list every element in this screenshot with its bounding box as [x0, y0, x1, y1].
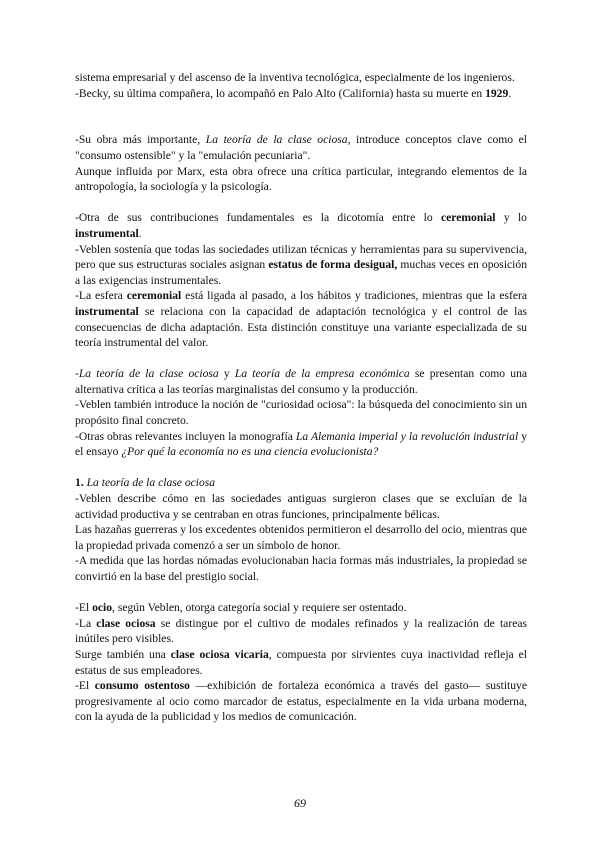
book-title: ¿Por qué la economía no es una ciencia evolucionista? — [121, 445, 379, 459]
book-title: -La teoría de la clase ociosa — [75, 367, 219, 381]
paragraph: Las hazañas guerreras y los excedentes obtenidos permitieron el desarrollo del ocio, mientras que la propiedad privada comenzó a ser un símbolo de honor. — [75, 523, 527, 552]
paragraph: -Veblen también introduce la noción de "curiosidad ociosa": la búsqueda del conocimiento sin un propósito final concreto. — [75, 398, 527, 428]
section-heading: 1. La teoría de la clase ociosa — [75, 476, 216, 490]
paragraph: -Otras obras relevantes incluyen la monografía La Alemania imperial y la revolución industrial y el ensayo ¿Por qué la economía no es una ciencia evolucionista? — [75, 429, 527, 459]
spacer — [75, 101, 527, 117]
book-title: La Alemania imperial y la revolución industrial — [295, 429, 519, 443]
page-number: 69 — [294, 796, 306, 810]
paragraph: Surge también una clase ociosa vicaria, compuesta por sirvientes cuya inactividad refleja el estatus de sus empleadores. — [75, 647, 527, 677]
paragraph: -El ocio, según Veblen, otorga categoría social y requiere ser ostentado. — [75, 601, 407, 615]
paragraph: -La clase ociosa se distingue por el cultivo de modales refinados y la realización de tareas inútiles pero visibles. — [75, 616, 527, 646]
bold-term: clase ociosa vicaria — [170, 647, 269, 661]
bold-term: estatus de forma desigual, — [268, 258, 398, 272]
bold-term: ceremonial — [440, 211, 496, 225]
bold-term: ceremonial — [126, 289, 182, 303]
bold-term: consumo ostentoso — [94, 679, 190, 693]
paragraph: Aunque influida por Marx, esta obra ofrece una crítica particular, integrando elementos de la antropología, la sociología y la psicología. — [75, 164, 527, 194]
paragraph: sistema empresarial y del ascenso de la inventiva tecnológica, especialmente de los ingenieros. — [75, 71, 515, 84]
paragraph: -Otra de sus contribuciones fundamentales es la dicotomía entre lo ceremonial y lo instrumental. — [75, 211, 527, 240]
bold-term: clase ociosa — [96, 616, 156, 630]
book-title: La teoría de la empresa económica — [234, 367, 410, 381]
paragraph: -Su obra más importante, La teoría de la clase ociosa, introduce conceptos clave como el "consumo ostensible" y la "emulación pecuniaria". — [75, 133, 528, 162]
bold-term: instrumental — [75, 226, 139, 240]
spacer — [75, 585, 527, 601]
paragraph: -Veblen sostenía que todas las sociedades utilizan técnicas y herramientas para su supervivencia, pero que sus estructuras sociales asignan estatus de forma desigual, muchas veces en oposición a las exigencias instrumentales. — [75, 242, 527, 287]
bold-term: ocio — [92, 601, 113, 615]
paragraph: -Veblen describe cómo en las sociedades antiguas surgieron clases que se excluían de la actividad productiva y se centraban en otras funciones, principalmente bélicas. — [75, 492, 527, 521]
paragraph: -A medida que las hordas nómadas evolucionaban hacia formas más industriales, la propiedad se convirtió en la base del prestigio social. — [75, 554, 527, 583]
paragraph: -La teoría de la clase ociosa y La teoría de la empresa económica se presentan como una alternativa crítica a las teorías marginalistas del consumo y la producción. — [75, 367, 528, 396]
paragraph: -El consumo ostentoso —exhibición de fortaleza económica a través del gasto— sustituye progresivamente al ocio como marcador de estatus, especialmente en la vida urbana moderna, con la ayuda de la publicidad y los medios de comunicación. — [75, 679, 527, 724]
spacer — [75, 117, 527, 133]
page-body — [75, 70, 527, 725]
spacer — [75, 351, 527, 367]
bold-term: instrumental — [75, 304, 139, 318]
spacer — [75, 460, 527, 476]
paragraph: -La esfera ceremonial está ligada al pasado, a los hábitos y tradiciones, mientras que la esfera instrumental se relaciona con la capacidad de adaptación tecnológica y el control de las consecuencias de dicha adaptación. Esta distinción constituye una variante especializada de su teoría instrumental del valor. — [75, 289, 528, 350]
spacer — [75, 195, 527, 211]
paragraph: -Becky, su última compañera, lo acompañó en Palo Alto (California) hasta su muerte en 1929. — [75, 86, 512, 100]
bold-year: 1929 — [485, 86, 509, 100]
book-title: La teoría de la clase ociosa — [205, 133, 348, 147]
